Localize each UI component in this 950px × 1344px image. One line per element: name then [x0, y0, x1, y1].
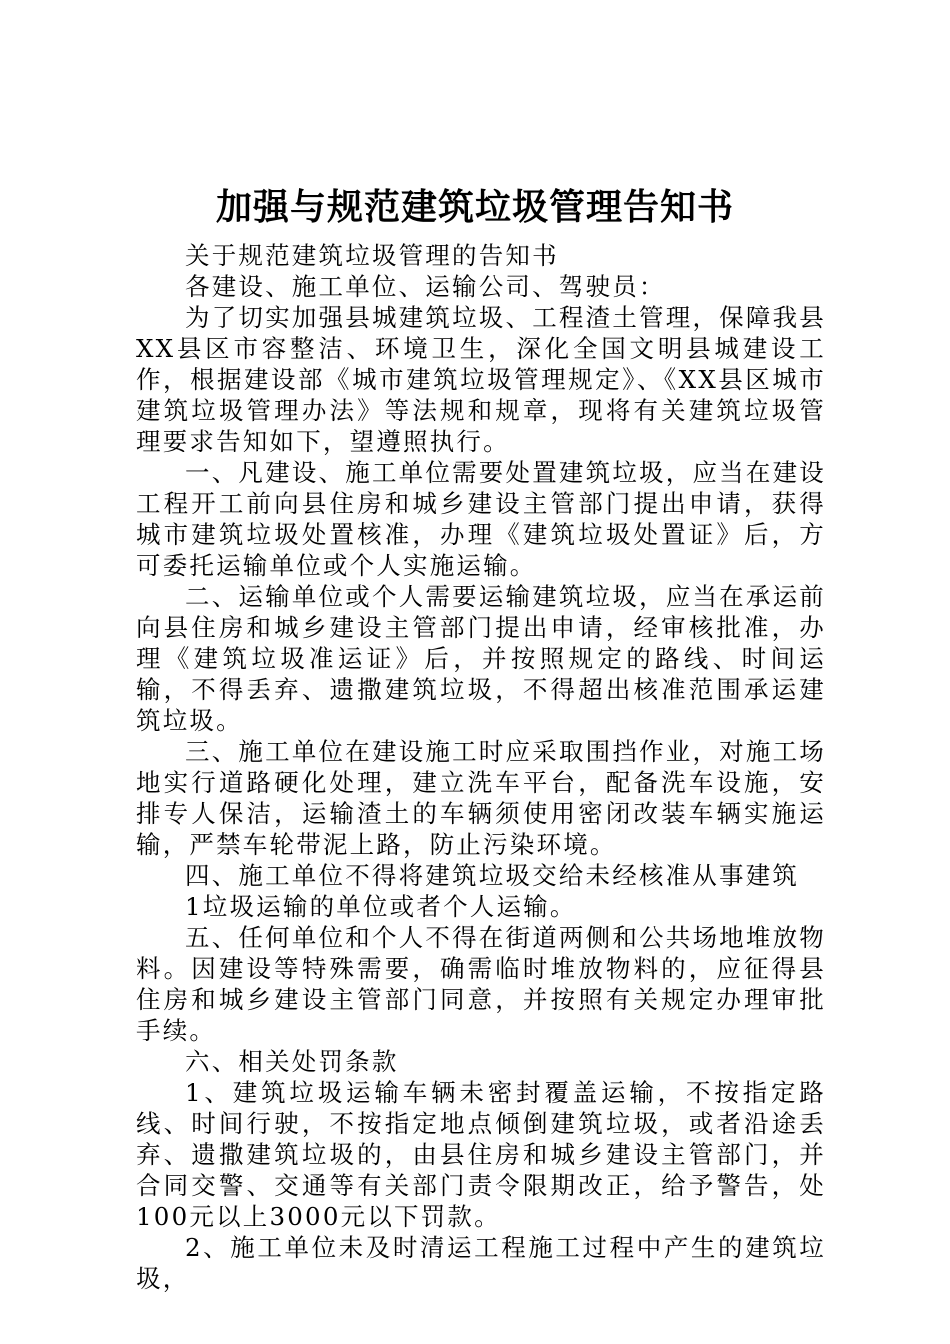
paragraph-item-5: 五、任何单位和个人不得在街道两侧和公共场地堆放物料。因建设等特殊需要，确需临时堆放物料的，应征得县住房和城乡建设主管部门同意，并按照有关规定办理审批手续。 [136, 923, 826, 1045]
paragraph-salutation: 各建设、施工单位、运输公司、驾驶员： [185, 272, 666, 301]
paragraph-item-4: 四、施工单位不得将建筑垃圾交给未经核准从事建筑 [185, 861, 800, 890]
paragraph-penalty-1: 1、建筑垃圾运输车辆未密封覆盖运输，不按指定路线、时间行驶，不按指定地点倾倒建筑垃圾，或者沿途丢弃、遗撒建筑垃圾的，由县住房和城乡建设主管部门，并合同交警、交通等有关部门责令限期改正，给予警告，处100元以上3000元以下罚款。 [136, 1078, 826, 1231]
paragraph-item-1: 一、凡建设、施工单位需要处置建筑垃圾，应当在建设工程开工前向县住房和城乡建设主管部门提出申请，获得城市建筑垃圾处置核准，办理《建筑垃圾处置证》后，方可委托运输单位或个人实施运输。 [136, 458, 826, 580]
document-body [136, 240, 826, 1294]
paragraph-intro: 为了切实加强县城建筑垃圾、工程渣土管理，保障我县XX县区市容整洁、环境卫生，深化全国文明县城建设工作，根据建设部《城市建筑垃圾管理规定》、《XX县区城市建筑垃圾管理办法》等法规和规章，现将有关建筑垃圾管理要求告知如下，望遵照执行。 [136, 303, 826, 456]
paragraph-subtitle: 关于规范建筑垃圾管理的告知书 [185, 241, 559, 270]
document-title: 加强与规范建筑垃圾管理告知书 [215, 187, 734, 228]
paragraph-item-6-heading: 六、相关处罚条款 [185, 1047, 399, 1076]
paragraph-item-4-continued: 1垃圾运输的单位或者个人运输。 [185, 892, 577, 921]
paragraph-item-2: 二、运输单位或个人需要运输建筑垃圾，应当在承运前向县住房和城乡建设主管部门提出申请，经审核批准，办理《建筑垃圾准运证》后，并按照规定的路线、时间运输，不得丢弃、遗撒建筑垃圾，不得超出核准范围承运建筑垃圾。 [136, 582, 826, 735]
paragraph-penalty-2: 2、施工单位未及时清运工程施工过程中产生的建筑垃圾， [136, 1233, 826, 1293]
paragraph-item-3: 三、施工单位在建设施工时应采取围挡作业，对施工场地实行道路硬化处理，建立洗车平台，配备洗车设施，安排专人保洁，运输渣土的车辆须使用密闭改装车辆实施运输，严禁车轮带泥上路，防止污染环境。 [136, 737, 826, 859]
